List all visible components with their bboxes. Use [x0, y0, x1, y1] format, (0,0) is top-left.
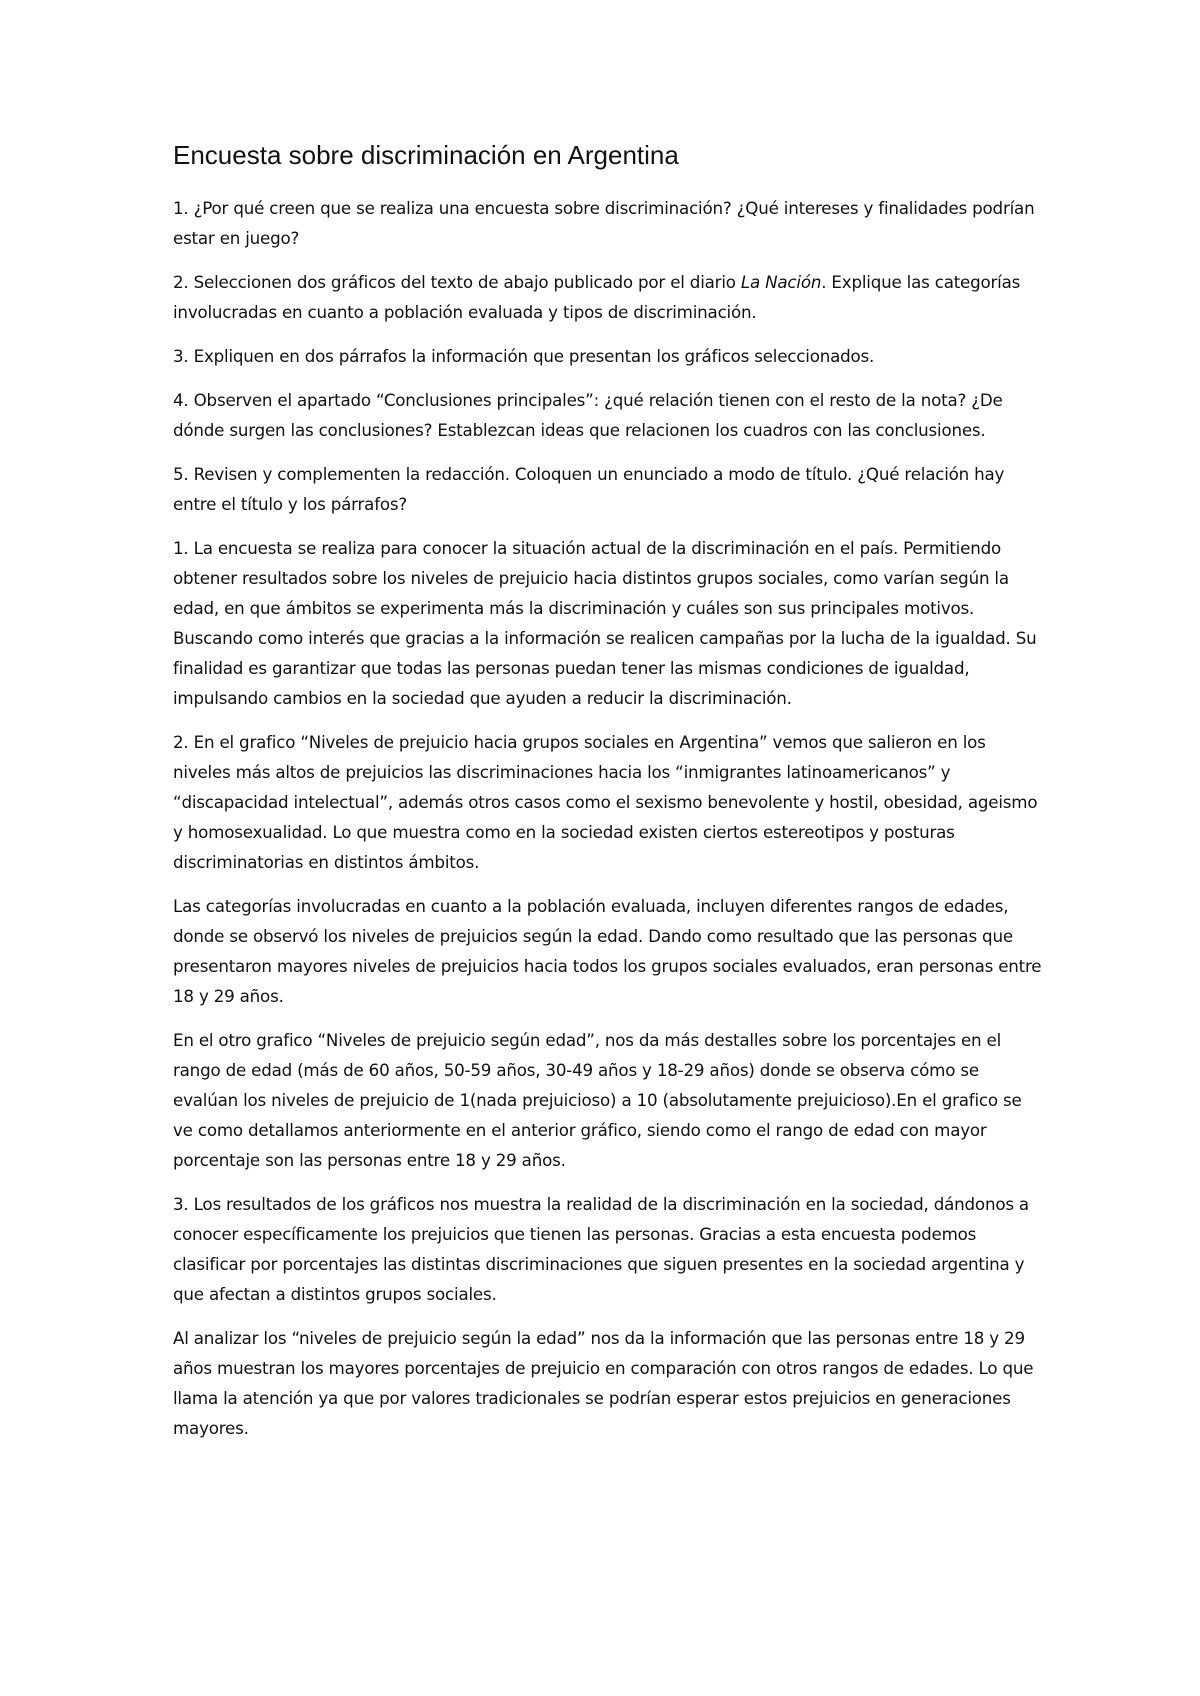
answer-paragraph-6: Al analizar los “niveles de prejuicio según la edad” nos da la información que las personas entre 18 y 29 años muestran los mayores porcentajes de prejuicio en comparación con otros rangos de edades. Lo que llama la atención ya que por valores tradicionales se podrían esperar estos prejuicios en generaciones mayores.: [173, 1328, 1034, 1439]
question-2-text-before: 2. Seleccionen dos gráficos del texto de abajo publicado por el diario: [173, 272, 741, 293]
question-4: 4. Observen el apartado “Conclusiones principales”: ¿qué relación tienen con el resto de la nota? ¿De dónde surgen las conclusiones? Establezcan ideas que relacionen los cuadros con las conclusiones.: [173, 390, 1003, 441]
answer-paragraph-5: 3. Los resultados de los gráficos nos muestra la realidad de la discriminación en la sociedad, dándonos a conocer específicamente los prejuicios que tienen las personas. Gracias a esta encuesta podemos clasificar por porcentajes las distintas discriminaciones que siguen presentes en la sociedad argentina y que afectan a distintos grupos sociales.: [173, 1194, 1029, 1305]
newspaper-name: La Nación: [740, 272, 822, 293]
question-2-text-after: . Explique las categorías involucradas en cuanto a población evaluada y tipos de discriminación.: [173, 272, 1021, 323]
answer-paragraph-2: 2. En el grafico “Niveles de prejuicio hacia grupos sociales en Argentina” vemos que salieron en los niveles más altos de prejuicios las discriminaciones hacia los “inmigrantes latinoamericanos” y “discapacidad intelectual”, además otros casos como el sexismo benevolente y hostil, obesidad, ageismo y homosexualidad. Lo que muestra como en la sociedad existen ciertos estereotipos y posturas discriminatorias en distintos ámbitos.: [173, 732, 1038, 873]
question-2: [173, 267, 1043, 327]
document-title: Encuesta sobre discriminación en Argentina: [173, 140, 679, 170]
answer-paragraph-1: 1. La encuesta se realiza para conocer la situación actual de la discriminación en el país. Permitiendo obtener resultados sobre los niveles de prejuicio hacia distintos grupos sociales, como varían según la edad, en que ámbitos se experimenta más la discriminación y cuáles son sus principales motivos. Buscando como interés que gracias a la información se realicen campañas por la lucha de la igualdad. Su finalidad es garantizar que todas las personas puedan tener las mismas condiciones de igualdad, impulsando cambios en la sociedad que ayuden a reducir la discriminación.: [173, 538, 1037, 709]
question-1: 1. ¿Por qué creen que se realiza una encuesta sobre discriminación? ¿Qué intereses y finalidades podrían estar en juego?: [173, 198, 1035, 249]
document-page: [173, 140, 1043, 1457]
question-5: 5. Revisen y complementen la redacción. Coloquen un enunciado a modo de título. ¿Qué relación hay entre el título y los párrafos?: [173, 464, 1005, 515]
question-3: 3. Expliquen en dos párrafos la información que presentan los gráficos seleccionados.: [173, 346, 875, 367]
answer-paragraph-3: Las categorías involucradas en cuanto a la población evaluada, incluyen diferentes rangos de edades, donde se observó los niveles de prejuicios según la edad. Dando como resultado que las personas que presentaron mayores niveles de prejuicios hacia todos los grupos sociales evaluados, eran personas entre 18 y 29 años.: [173, 896, 1042, 1007]
answer-paragraph-4: En el otro grafico “Niveles de prejuicio según edad”, nos da más destalles sobre los porcentajes en el rango de edad (más de 60 años, 50-59 años, 30-49 años y 18-29 años) donde se observa cómo se evalúan los niveles de prejuicio de 1(nada prejuicioso) a 10 (absolutamente prejuicioso).En el grafico se ve como detallamos anteriormente en el anterior gráfico, siendo como el rango de edad con mayor porcentaje son las personas entre 18 y 29 años.: [173, 1030, 1022, 1171]
